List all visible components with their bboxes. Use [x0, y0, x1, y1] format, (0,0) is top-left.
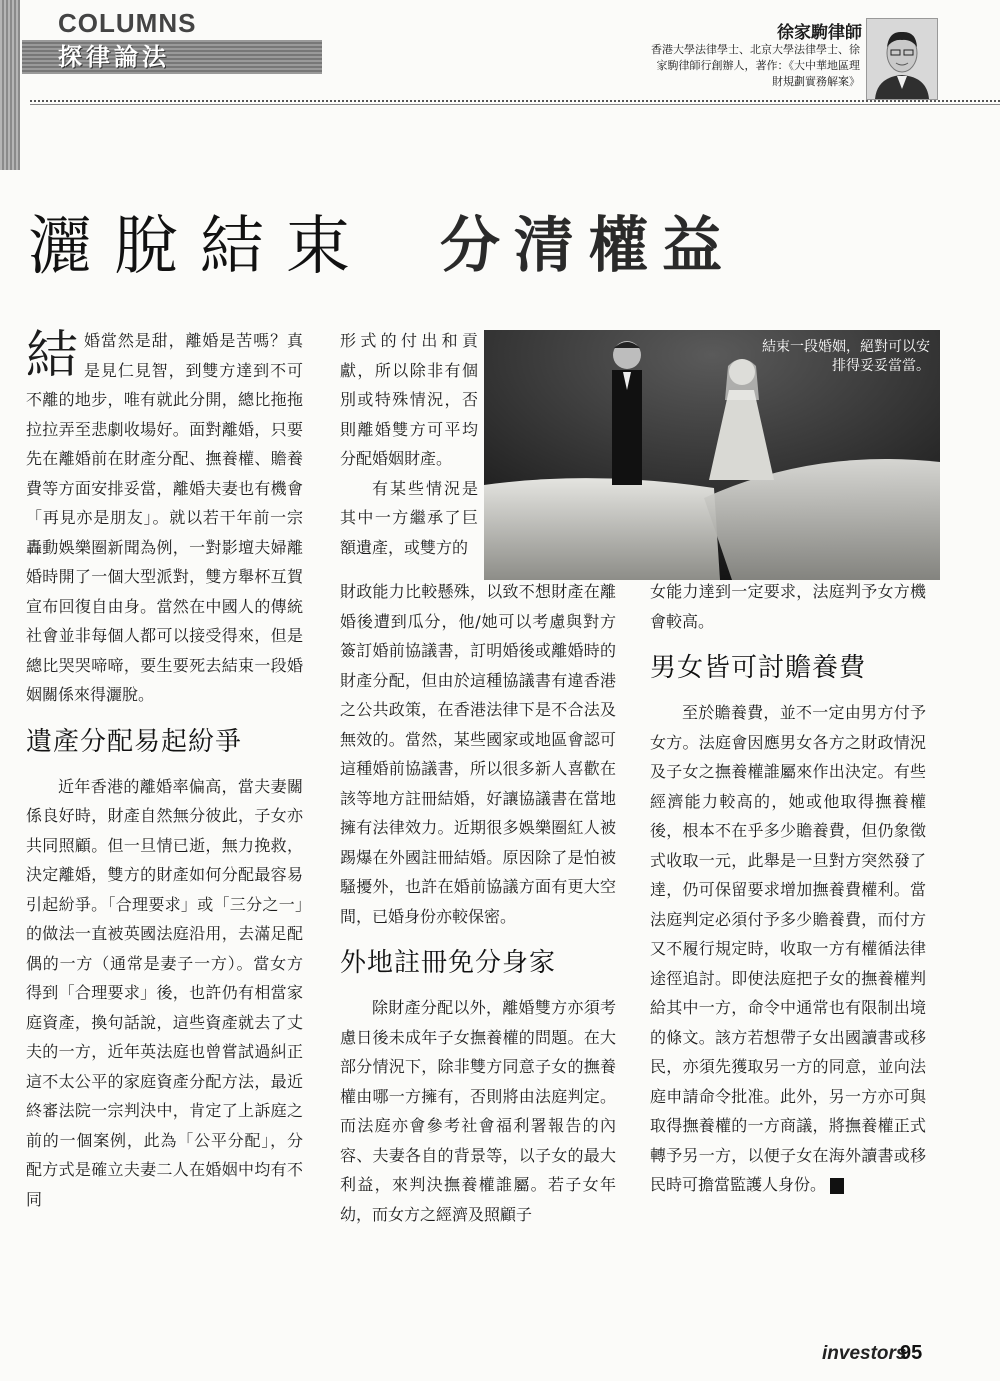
headline-part-2: 分清權益	[440, 211, 736, 281]
author-name: 徐家駒律師	[777, 23, 862, 43]
subhead-alimony: 男女皆可討贍養費	[650, 653, 867, 683]
body-paragraph: 有某些情況是其中一方繼承了巨額遺產，或雙方的	[340, 478, 478, 557]
columns-label: COLUMNS	[58, 8, 197, 38]
body-paragraph	[650, 698, 926, 1200]
body-paragraph: 除財產分配以外，離婚雙方亦須考慮日後未成年子女撫養權的問題。在大部分情況下，除非雙方同意子女的撫養權由哪一方擁有，否則將由法庭判定。而法庭亦會參考社會福利署報告的內容、夫妻各自的背景等，以子女的最大利益，來判決撫養權誰屬。若子女年幼，而女方之經濟及照顧子	[340, 998, 616, 1224]
headline-part-1: 灑脫結束	[28, 210, 372, 284]
photo-caption: 結束一段婚姻，絕對可以安排得妥妥當當。	[762, 339, 930, 374]
body-paragraph: 女能力達到一定要求，法庭判予女方機會較高。	[650, 582, 926, 631]
alimony-text: 至於贍養費，並不一定由男方付予女方。法庭會因應男女各方之財政情況及子女之撫養權誰屬來作出決定。有些經濟能力較高的，她或他取得撫養權後，根本不在乎多少贍養費，但仍象徵式收取一元，此舉是一旦對方突然發了達，仍可保留要求增加撫養費權利。當法庭判定必須付予多少贍養費，而付方又不履行規定時，收取一方有權循法律途徑追討。即使法庭把子女的撫養權判給其中一方，命令中通常也有限制出境的條文。該方若想帶子女出國讀書或移民，亦須先獲取另一方的同意，並向法庭申請命令批准。此外，另一方亦可與取得撫養權的一方商議，將撫養權正式轉予另一方，以便子女在海外讀書或移民時可擔當監護人身份。	[650, 703, 926, 1194]
column-3	[650, 577, 926, 1200]
column-2	[340, 577, 616, 1229]
header-rule-thin	[30, 104, 1000, 105]
intro-paragraph	[26, 326, 303, 710]
magazine-brand: investors	[822, 1343, 907, 1364]
subhead-estate-disputes: 遺產分配易起紛爭	[26, 726, 243, 757]
intro-text: 婚當然是甜，離婚是苦嗎？真是見仁見智，到雙方達到不可不離的地步，唯有就此分開，總比拖拖拉拉弄至悲劇收場好。面對離婚，只要先在離婚前在財產分配、撫養權、贍養費等方面安排妥當，離婚夫妻也有機會「再見亦是朋友」。就以若干年前一宗轟動娛樂圈新聞為例，一對影壇夫婦離婚時開了一個大型派對，雙方舉杯互賀宣布回復自由身。當然在中國人的傳統社會並非每個人都可以接受得來，但是總比哭哭啼啼，要生要死去結束一段婚姻關係來得灑脫。	[26, 331, 303, 704]
author-bio: 香港大學法律學士、北京大學法律學士、徐家駒律師行創辦人，著作：《大中華地區理財規劃實務解案》	[651, 43, 860, 88]
section-label: 探律論法	[22, 40, 322, 74]
body-paragraph: 財政能力比較懸殊，以致不想財產在離婚後遭到瓜分，他/她可以考慮與對方簽訂婚前協議書，訂明婚後或離婚時的財產分配，但由於這種協議書有違香港之公共政策，在香港法律下是不合法及無效的。當然，某些國家或地區會認可這種婚前協議書，所以很多新人喜歡在該等地方註冊結婚，好讓協議書在當地擁有法律效力。近期很多娛樂圈紅人被踢爆在外國註冊結婚。原因除了是怕被騷擾外，也許在婚前協議方面有更大空間，已婚身份亦較保密。	[340, 582, 616, 926]
column-2-narrow	[340, 326, 478, 562]
page-number: 95	[900, 1342, 923, 1364]
author-photo	[866, 18, 938, 100]
column-1	[26, 326, 303, 1214]
drop-cap: 結	[26, 326, 79, 386]
decorative-side-bar	[0, 0, 20, 170]
end-of-article-icon	[830, 1178, 844, 1194]
header-rule	[30, 100, 1000, 102]
body-paragraph: 近年香港的離婚率偏高，當夫妻關係良好時，財產自然無分彼此，子女亦共同照顧。但一旦情已逝，無力挽救，決定離婚，雙方的財產如何分配最容易引起紛爭。「合理要求」或「三分之一」的做法一直被英國法庭沿用，去滿足配偶的一方（通常是妻子一方）。當女方得到「合理要求」後，也許仍有相當家庭資產，換句話說，這些資產就去了丈夫的一方，近年英法庭也曾嘗試過糾正這不太公平的家庭資產分配方法，最近終審法院一宗判決中，肯定了上訴庭之前的一個案例，此為「公平分配」，分配方式是確立夫妻二人在婚姻中均有不同	[26, 776, 303, 1209]
subhead-overseas-registration: 外地註冊免分身家	[340, 948, 557, 978]
body-paragraph: 形式的付出和貢獻，所以除非有個別或特殊情況，否則離婚雙方可平均分配婚姻財產。	[340, 331, 478, 468]
